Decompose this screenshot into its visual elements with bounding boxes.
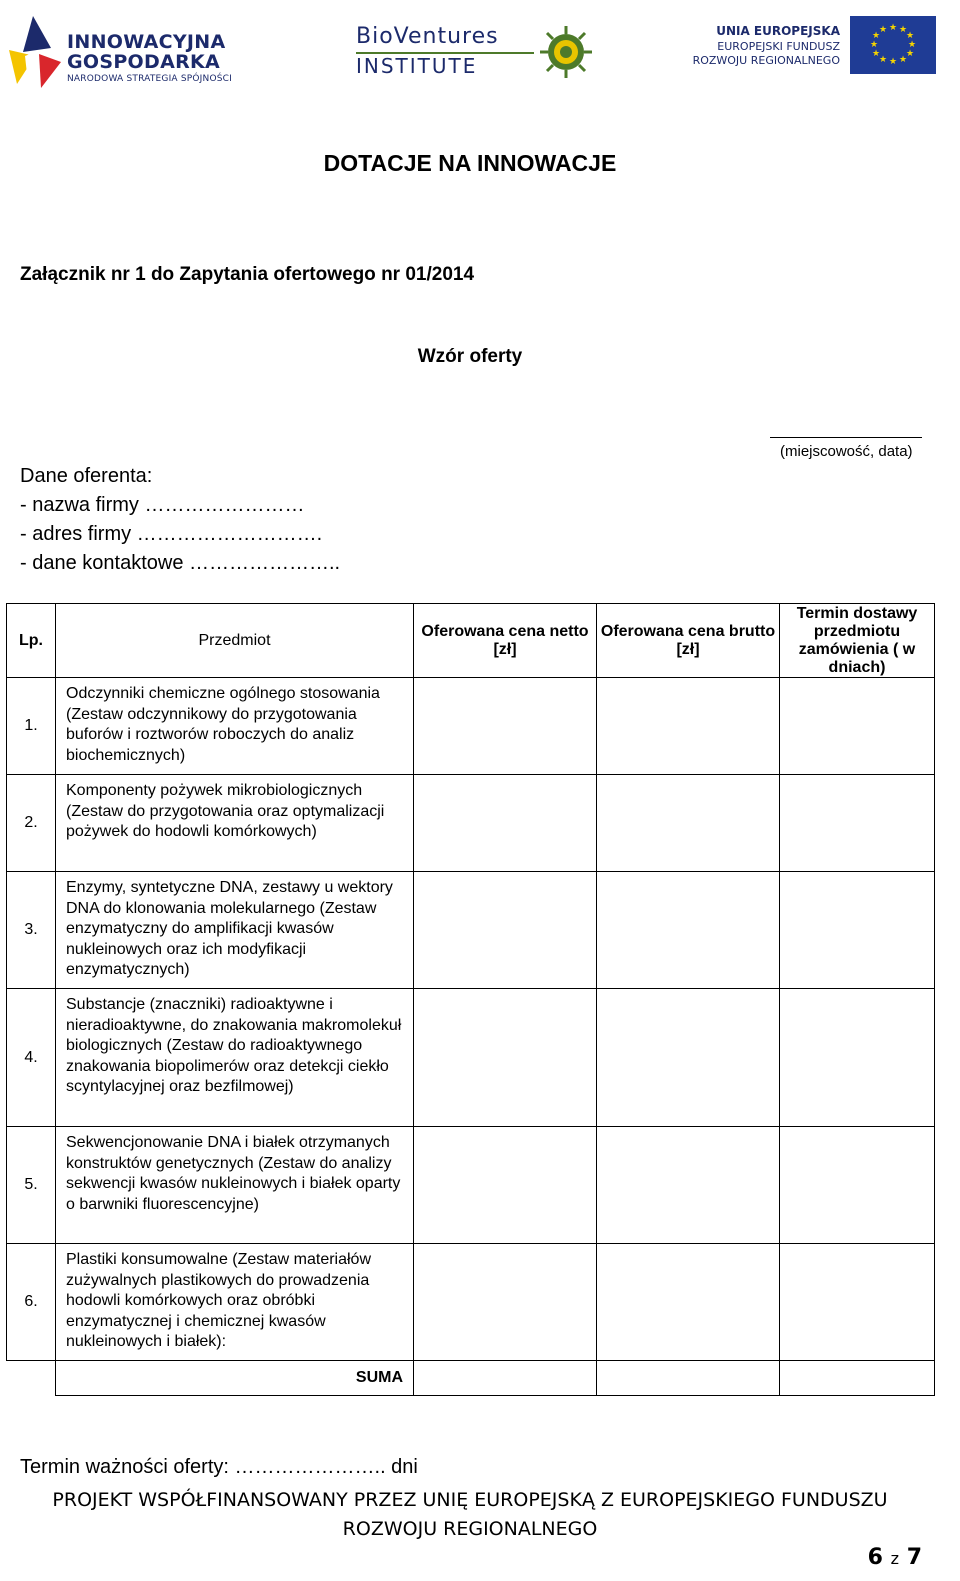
svg-text:★: ★	[888, 57, 898, 67]
footer-line2: ROZWOJU REGIONALNEGO	[342, 1518, 598, 1540]
page-current: 6	[867, 1545, 883, 1570]
svg-text:★: ★	[907, 40, 917, 50]
bidder-heading: Dane oferenta:	[20, 465, 153, 487]
gross-price-cell[interactable]	[597, 872, 780, 989]
ue-line2: EUROPEJSKI FUNDUSZ	[717, 40, 840, 53]
eu-flag-icon	[850, 16, 936, 74]
net-price-cell[interactable]	[414, 1127, 597, 1244]
sum-gross-cell[interactable]	[597, 1361, 780, 1396]
row-lp: 3.	[7, 872, 56, 989]
svg-text:★: ★	[898, 25, 908, 35]
bidder-contact-field: - dane kontaktowe …………………..	[20, 552, 341, 574]
bv-line2: INSTITUTE	[356, 54, 478, 78]
sum-delivery-cell[interactable]	[780, 1361, 935, 1396]
row-item: Komponenty pożywek mikrobiologicznych (Zestaw do przygotowania oraz optymalizacji pożywek do hodowli komórkowych)	[56, 775, 414, 872]
virus-emblem-icon	[538, 24, 594, 80]
sum-row	[7, 1361, 935, 1396]
page-total: 7	[906, 1545, 922, 1570]
col-net-header: Oferowana cena netto [zł]	[414, 604, 597, 678]
innowacyjna-gospodarka-logo	[5, 12, 245, 92]
row-lp: 4.	[7, 989, 56, 1127]
table-row	[7, 775, 935, 872]
svg-text:★: ★	[905, 49, 915, 59]
table-header-row	[7, 604, 935, 678]
delivery-term-cell[interactable]	[780, 678, 935, 775]
place-date-label: (miejscowość, data)	[780, 443, 913, 460]
gross-price-cell[interactable]	[597, 678, 780, 775]
svg-text:★: ★	[878, 25, 888, 35]
net-price-cell[interactable]	[414, 775, 597, 872]
col-delivery-header: Termin dostawy przedmiotu zamówienia ( w dniach)	[780, 604, 935, 678]
ig-line2: GOSPODARKA	[67, 51, 221, 73]
delivery-term-cell[interactable]	[780, 775, 935, 872]
document-title: DOTACJE NA INNOWACJE	[323, 150, 617, 176]
table-row	[7, 1244, 935, 1361]
svg-text:★: ★	[888, 23, 898, 33]
row-item: Substancje (znaczniki) radioaktywne i nieradioaktywne, do znakowania makromolekuł biologicznych (Zestaw do radioaktywnego znakowania biopolimerów oraz detekcji ciekło scyntylacyjnej oraz bezfilmowej)	[56, 989, 414, 1127]
ig-subline: NARODOWA STRATEGIA SPÓJNOŚCI	[67, 74, 232, 84]
svg-text:★: ★	[898, 55, 908, 65]
place-date-line	[770, 437, 922, 438]
offer-validity: Termin ważności oferty: ………………….. dni	[20, 1456, 418, 1478]
sum-label: SUMA	[56, 1361, 414, 1396]
svg-text:★: ★	[871, 31, 881, 41]
form-title: Wzór oferty	[417, 346, 523, 367]
bidder-address-field: - adres firmy ……………………….	[20, 523, 323, 545]
unia-europejska-logo	[690, 10, 952, 85]
row-lp: 5.	[7, 1127, 56, 1244]
sum-net-cell[interactable]	[414, 1361, 597, 1396]
net-price-cell[interactable]	[414, 1244, 597, 1361]
gross-price-cell[interactable]	[597, 1127, 780, 1244]
net-price-cell[interactable]	[414, 872, 597, 989]
page-separator: z	[890, 1549, 900, 1568]
delivery-term-cell[interactable]	[780, 989, 935, 1127]
row-item: Sekwencjonowanie DNA i białek otrzymanych konstruktów genetycznych (Zestaw do analizy sekwencji kwasów nukleinowych i białek oparty o barwniki fluorescencyjne)	[56, 1127, 414, 1244]
row-lp: 2.	[7, 775, 56, 872]
ue-line1: UNIA EUROPEJSKA	[716, 24, 840, 38]
table-row	[7, 1127, 935, 1244]
col-gross-header: Oferowana cena brutto [zł]	[597, 604, 780, 678]
row-item: Enzymy, syntetyczne DNA, zestawy u wektory DNA do klonowania molekularnego (Zestaw enzymatyczny do amplifikacji kwasów nukleinowych oraz ich modyfikacji enzymatycznych)	[56, 872, 414, 989]
offer-table	[6, 603, 935, 1396]
svg-text:★: ★	[869, 40, 879, 50]
sum-spacer	[7, 1361, 56, 1396]
row-item: Plastiki konsumowalne (Zestaw materiałów zużywalnych plastikowych do prowadzenia hodowli komórkowych oraz obróbki enzymatycznej i chemicznej kwasów nukleinowych i białek):	[56, 1244, 414, 1361]
bioventures-logo	[352, 22, 602, 82]
row-lp: 6.	[7, 1244, 56, 1361]
gross-price-cell[interactable]	[597, 775, 780, 872]
gross-price-cell[interactable]	[597, 989, 780, 1127]
net-price-cell[interactable]	[414, 678, 597, 775]
ig-star-icon	[5, 12, 65, 92]
col-lp-header: Lp.	[7, 604, 56, 678]
delivery-term-cell[interactable]	[780, 1244, 935, 1361]
page-number	[868, 1545, 922, 1570]
bidder-name-field: - nazwa firmy ……………………	[20, 494, 305, 516]
gross-price-cell[interactable]	[597, 1244, 780, 1361]
net-price-cell[interactable]	[414, 989, 597, 1127]
row-lp: 1.	[7, 678, 56, 775]
svg-text:★: ★	[878, 55, 888, 65]
row-item: Odczynniki chemiczne ogólnego stosowania (Zestaw odczynnikowy do przygotowania buforów i roztworów roboczych do analiz biochemicznych)	[56, 678, 414, 775]
ue-line3: ROZWOJU REGIONALNEGO	[692, 54, 840, 67]
ig-line1: INNOWACYJNA	[67, 31, 226, 53]
bv-line1: BioVentures	[356, 24, 499, 49]
table-row	[7, 989, 935, 1127]
attachment-subtitle: Załącznik nr 1 do Zapytania ofertowego nr 01/2014	[20, 264, 475, 285]
col-item-header: Przedmiot	[56, 604, 414, 678]
table-row	[7, 872, 935, 989]
svg-text:★: ★	[905, 31, 915, 41]
svg-text:★: ★	[871, 49, 881, 59]
table-row	[7, 678, 935, 775]
delivery-term-cell[interactable]	[780, 872, 935, 989]
delivery-term-cell[interactable]	[780, 1127, 935, 1244]
footer-line1: PROJEKT WSPÓŁFINANSOWANY PRZEZ UNIĘ EUROPEJSKĄ Z EUROPEJSKIEGO FUNDUSZU	[52, 1489, 888, 1511]
